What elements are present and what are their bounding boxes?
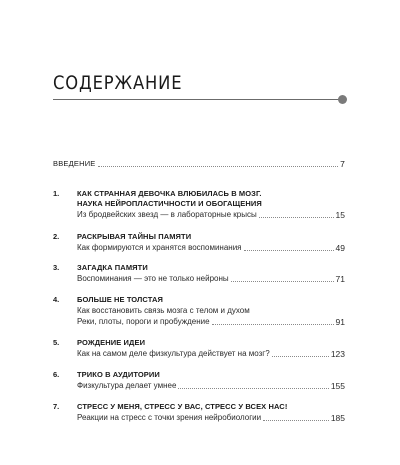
chapter-subtitle-row	[77, 412, 345, 423]
chapter-subtitle: Реки, плоты, пороги и пробуждение	[77, 317, 210, 326]
table-of-contents	[53, 158, 345, 423]
dot-leader	[263, 420, 329, 421]
chapter-subtitle-row	[77, 209, 345, 220]
chapter-subtitle: Физкультура делает умнее	[77, 381, 177, 390]
rule-dot-ornament	[338, 95, 347, 104]
title-rule	[53, 99, 340, 100]
chapter-number: 6.	[53, 370, 60, 379]
chapter-heading-line-2: НАУКА НЕЙРОПЛАСТИЧНОСТИ И ОБОГАЩЕНИЯ	[77, 199, 262, 208]
chapter-heading: РАСКРЫВАЯ ТАЙНЫ ПАМЯТИ	[77, 232, 192, 241]
chapter-subtitle: Воспоминания — это не только нейроны	[77, 274, 229, 283]
chapter-number: 4.	[53, 295, 60, 304]
dot-leader	[259, 217, 334, 218]
page-title: СОДЕРЖАНИЕ	[53, 72, 183, 94]
dot-leader	[212, 324, 334, 325]
toc-entry-chapter-3[interactable]	[53, 263, 345, 284]
chapter-subtitle-line-1: Как восстановить связь мозга с телом и духом	[77, 306, 250, 315]
toc-entry-intro[interactable]	[53, 158, 345, 169]
dot-leader	[244, 250, 334, 251]
chapter-heading: СТРЕСС У МЕНЯ, СТРЕСС У ВАС, СТРЕСС У ВСЕХ НАС!	[77, 402, 288, 411]
chapter-number: 1.	[53, 189, 60, 198]
chapter-subtitle: Реакции на стресс с точки зрения нейробиологии	[77, 413, 262, 422]
chapter-subtitle-row	[77, 348, 345, 359]
toc-entry-chapter-4[interactable]	[53, 295, 345, 327]
page-number: 155	[330, 381, 345, 391]
chapter-number: 2.	[53, 232, 60, 241]
chapter-number: 5.	[53, 338, 60, 347]
page-number: 185	[330, 413, 345, 423]
page-number: 71	[335, 274, 345, 284]
page-number: 123	[330, 349, 345, 359]
chapter-heading: РОЖДЕНИЕ ИДЕИ	[77, 338, 146, 347]
chapter-subtitle: Как формируются и хранятся воспоминания	[77, 243, 242, 252]
chapter-subtitle-row	[77, 316, 345, 327]
chapter-heading: БОЛЬШЕ НЕ ТОЛСТАЯ	[77, 295, 163, 304]
toc-entry-chapter-6[interactable]	[53, 370, 345, 391]
toc-entry-chapter-1[interactable]	[53, 189, 345, 220]
dot-leader	[98, 166, 339, 167]
dot-leader	[272, 356, 329, 357]
page-number: 15	[335, 210, 345, 220]
chapter-heading: ЗАГАДКА ПАМЯТИ	[77, 263, 148, 272]
page-number: 7	[340, 159, 345, 169]
dot-leader	[178, 388, 328, 389]
page-number: 49	[335, 243, 345, 253]
toc-entry-chapter-2[interactable]	[53, 232, 345, 253]
chapter-subtitle-row	[77, 242, 345, 253]
chapter-heading: КАК СТРАННАЯ ДЕВОЧКА ВЛЮБИЛАСЬ В МОЗГ.	[77, 189, 262, 198]
chapter-subtitle-row	[77, 273, 345, 284]
chapter-subtitle: Из бродвейских звезд — в лабораторные крысы	[77, 210, 257, 219]
chapter-number: 3.	[53, 263, 60, 272]
chapter-number: 7.	[53, 402, 60, 411]
page-number: 91	[335, 317, 345, 327]
toc-entry-chapter-5[interactable]	[53, 338, 345, 359]
chapter-heading: ТРИКО В АУДИТОРИИ	[77, 370, 160, 379]
chapter-subtitle: Как на самом деле физкультура действует на мозг?	[77, 349, 270, 358]
entry-label: ВВЕДЕНИЕ	[53, 159, 96, 168]
dot-leader	[231, 281, 334, 282]
chapter-subtitle-row	[77, 380, 345, 391]
toc-entry-chapter-7[interactable]	[53, 402, 345, 423]
